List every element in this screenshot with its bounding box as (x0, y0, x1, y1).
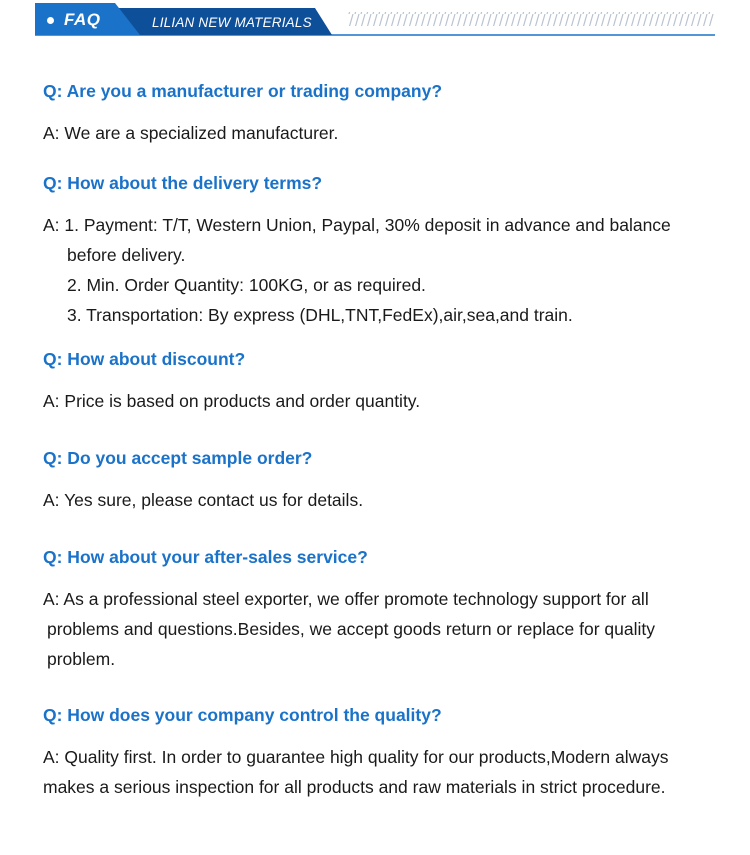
faq-answer-line: A: Yes sure, please contact us for details. (43, 490, 364, 510)
faq-question: Q: How about the delivery terms? (43, 173, 323, 193)
faq-answer-line: makes a serious inspection for all products and raw materials in strict procedure. (43, 777, 666, 797)
faq-question: Q: How about discount? (43, 349, 246, 369)
faq-answer-line: A: Price is based on products and order quantity. (43, 391, 421, 411)
faq-answer (43, 742, 723, 802)
faq-answer-line: A: Quality first. In order to guarantee high quality for our products,Modern always (43, 747, 669, 767)
faq-question: Q: Are you a manufacturer or trading company? (43, 81, 443, 101)
banner-graphic (0, 0, 750, 40)
faq-header-banner (0, 0, 750, 40)
faq-answer-line: A: 1. Payment: T/T, Western Union, Paypal, 30% deposit in advance and balance (43, 215, 671, 235)
faq-question: Q: How about your after-sales service? (43, 547, 368, 567)
faq-question: Q: Do you accept sample order? (43, 448, 313, 468)
faq-answer (43, 386, 723, 416)
brand-name: LILIAN NEW MATERIALS (152, 15, 312, 30)
faq-answer-line: problems and questions.Besides, we accept goods return or replace for quality (47, 619, 655, 639)
faq-answer-line: 2. Min. Order Quantity: 100KG, or as required. (67, 275, 426, 295)
faq-question: Q: How does your company control the quality? (43, 705, 442, 725)
faq-answer (43, 485, 723, 515)
faq-answer (43, 118, 723, 148)
faq-answer (43, 210, 723, 330)
faq-answer-line: before delivery. (67, 245, 186, 265)
faq-answer-line: A: We are a specialized manufacturer. (43, 123, 339, 143)
faq-answer-line: 3. Transportation: By express (DHL,TNT,FedEx),air,sea,and train. (67, 305, 573, 325)
faq-answer-line: A: As a professional steel exporter, we offer promote technology support for all (43, 589, 649, 609)
section-title: FAQ (64, 10, 101, 29)
faq-answer (43, 584, 723, 674)
faq-answer-line: problem. (47, 649, 116, 669)
